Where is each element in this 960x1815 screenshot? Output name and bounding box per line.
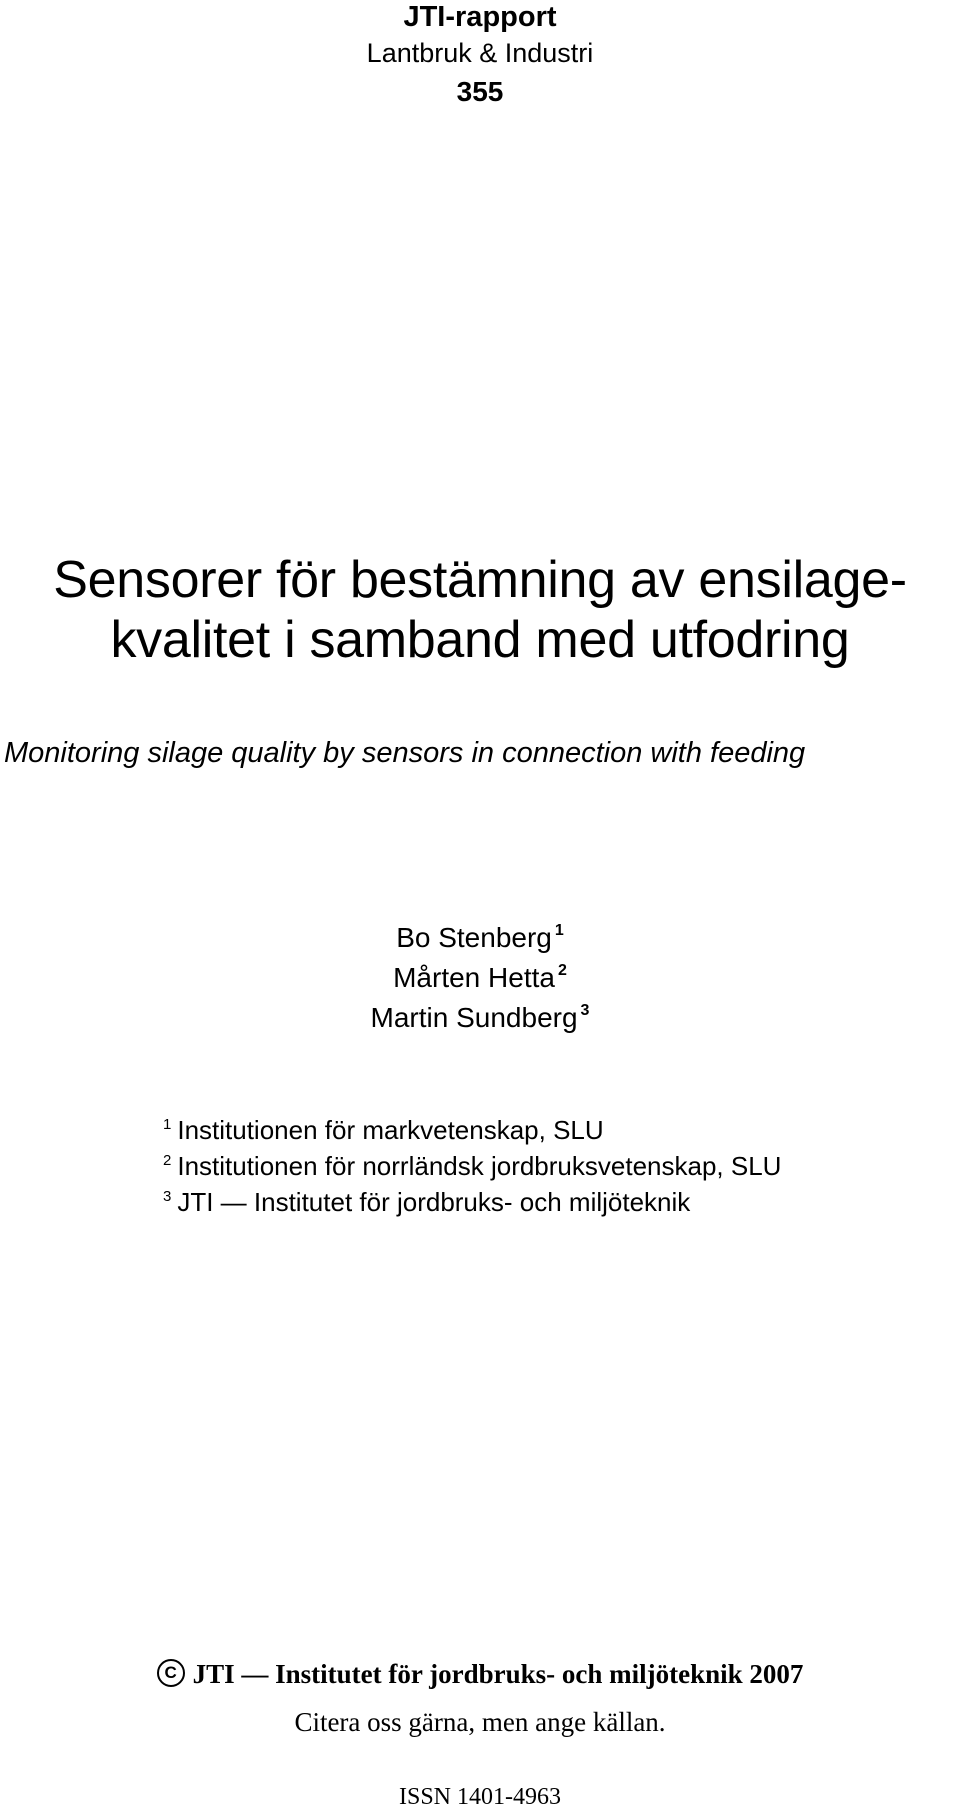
report-series-header bbox=[0, 0, 960, 112]
affiliation-list bbox=[163, 1112, 781, 1220]
affiliation-item bbox=[163, 1148, 781, 1184]
series-category: Lantbruk & Industri bbox=[366, 38, 594, 68]
affiliation-text: Institutionen för norrländsk jordbruksvetenskap, SLU bbox=[177, 1151, 782, 1181]
affiliation-item bbox=[163, 1112, 781, 1148]
author-name: Martin Sundberg bbox=[370, 1002, 578, 1033]
author-affiliation-ref: 3 bbox=[580, 1002, 590, 1019]
series-title: JTI-rapport bbox=[403, 1, 557, 33]
author-name: Bo Stenberg bbox=[396, 922, 552, 953]
report-title bbox=[0, 550, 960, 670]
author-affiliation-ref: 2 bbox=[557, 962, 567, 979]
affiliation-text: Institutionen för markvetenskap, SLU bbox=[177, 1115, 604, 1145]
author-item bbox=[0, 998, 960, 1038]
report-title-line-2: kvalitet i samband med utfodring bbox=[110, 611, 850, 669]
report-title-line-1: Sensorer för bestämning av ensilage- bbox=[53, 551, 907, 609]
affiliation-ref: 2 bbox=[163, 1152, 172, 1169]
series-number: 355 bbox=[456, 76, 504, 107]
author-affiliation-ref: 1 bbox=[554, 922, 564, 939]
issn-number: ISSN 1401-4963 bbox=[398, 1784, 561, 1810]
author-name: Mårten Hetta bbox=[393, 962, 555, 993]
affiliation-text: JTI — Institutet för jordbruks- och miljöteknik bbox=[177, 1187, 691, 1217]
author-item bbox=[0, 918, 960, 958]
copyright-text: JTI — Institutet för jordbruks- och miljöteknik 2007 bbox=[192, 1659, 804, 1689]
affiliation-ref: 1 bbox=[163, 1116, 172, 1133]
author-list bbox=[0, 918, 960, 1038]
author-item bbox=[0, 958, 960, 998]
citation-note: Citera oss gärna, men ange källan. bbox=[294, 1707, 666, 1737]
report-subtitle-english: Monitoring silage quality by sensors in connection with feeding bbox=[4, 737, 806, 769]
affiliation-ref: 3 bbox=[163, 1188, 172, 1205]
copyright-line bbox=[0, 1656, 960, 1692]
copyright-icon bbox=[157, 1659, 185, 1687]
affiliation-item bbox=[163, 1184, 781, 1220]
